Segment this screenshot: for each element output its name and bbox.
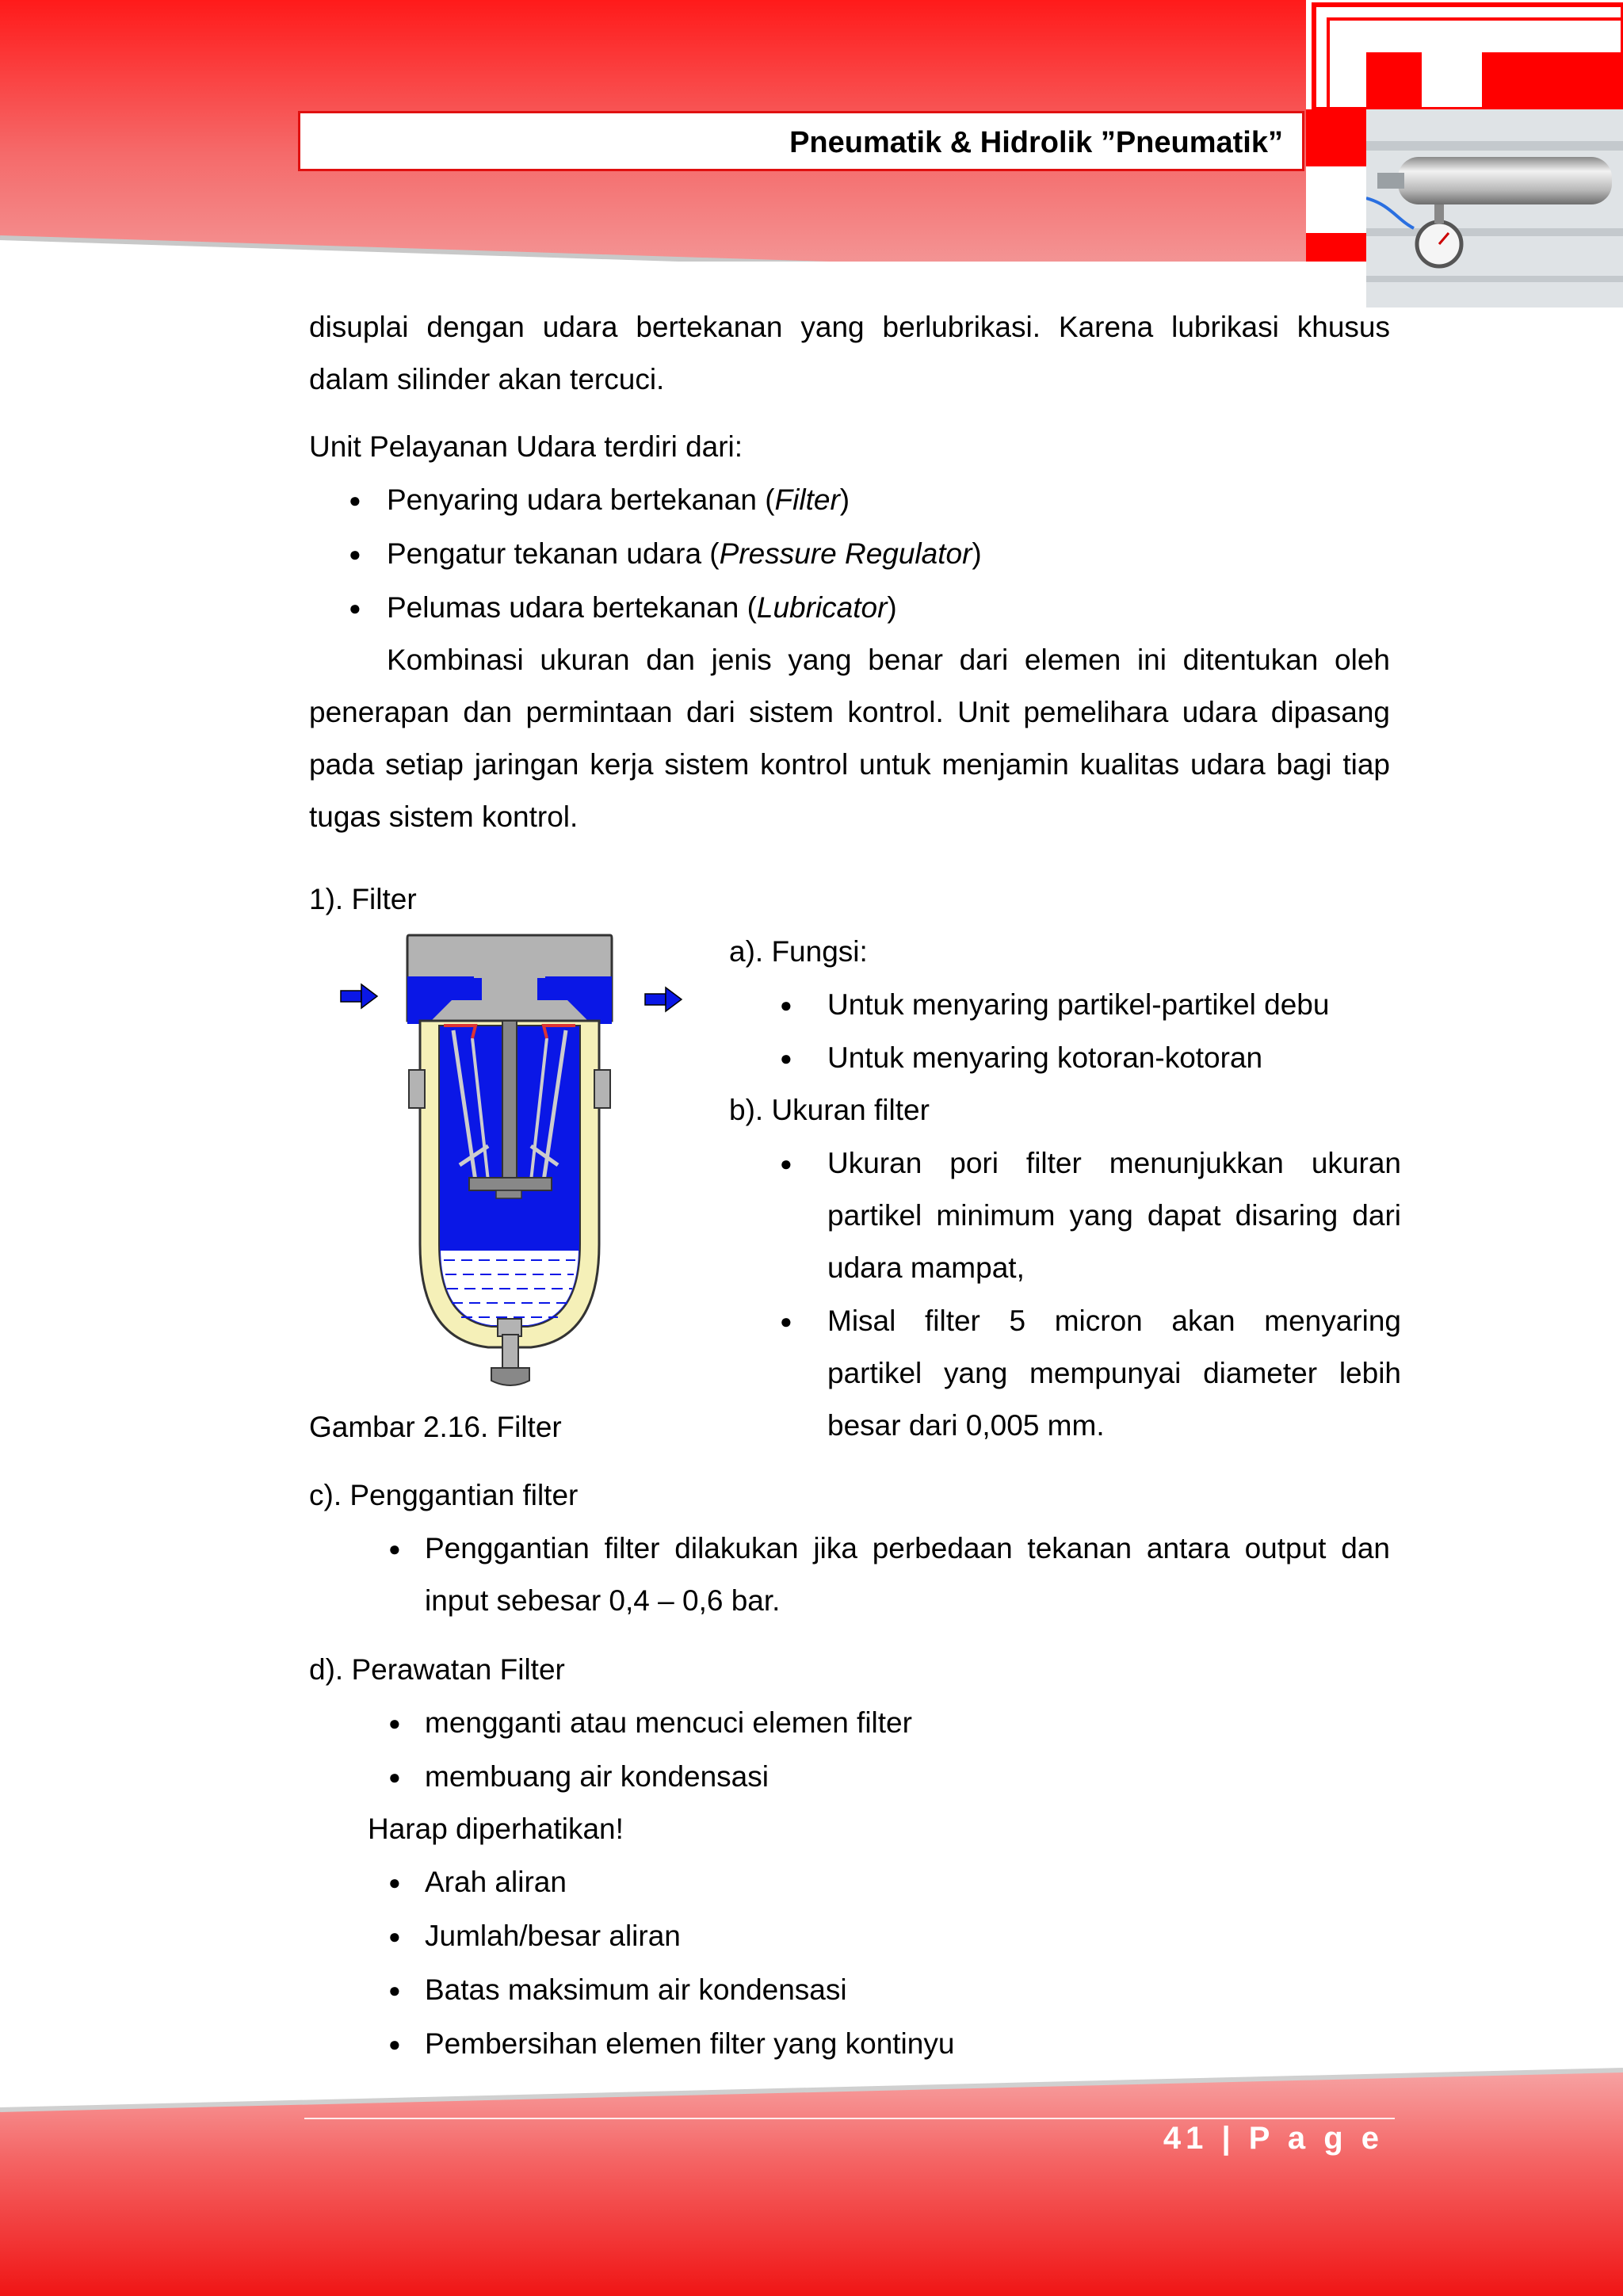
list-item (387, 582, 897, 634)
list-item-text: Pengatur tekanan udara ( (387, 537, 720, 570)
list-item-line: partikel minimum yang dapat disaring dari (827, 1199, 1401, 1232)
section-b-label: b). Ukuran filter (729, 1094, 930, 1126)
paragraph-line: penerapan dan permintaan dari sistem kontrol. Unit pemelihara udara dipasang (309, 696, 1390, 728)
list-item-close: ) (887, 591, 897, 624)
list-item: Pembersihan elemen filter yang kontinyu (425, 2027, 955, 2060)
list-item-close: ) (839, 483, 850, 516)
header-title-box (298, 111, 1304, 171)
bullet-dot: ● (388, 2032, 401, 2056)
section-d-label: d). Perawatan Filter (309, 1653, 565, 1686)
section-c-label: c). Penggantian filter (309, 1479, 579, 1511)
list-item-term: Lubricator (756, 591, 888, 624)
list-item-line: udara mampat, (827, 1251, 1025, 1284)
bullet-dot: ● (780, 1152, 792, 1175)
list-item: Untuk menyaring kotoran-kotoran (827, 1041, 1263, 1074)
bullet-dot: ● (780, 993, 792, 1017)
intro-line-1: disuplai dengan udara bertekanan yang berlubrikasi. Karena lubrikasi khusus (309, 311, 1390, 343)
page-header-title: Pneumatik & Hidrolik ”Pneumatik” (789, 126, 1283, 159)
intro-line-2: dalam silinder akan tercuci. (309, 363, 665, 395)
filter-heading: 1). Filter (309, 883, 417, 915)
list-item: Batas maksimum air kondensasi (425, 1973, 847, 2006)
list-item-line: partikel yang mempunyai diameter lebih (827, 1357, 1401, 1389)
list-item-term: Filter (774, 483, 840, 516)
list-item-line: Ukuran pori filter menunjukkan ukuran (827, 1147, 1401, 1179)
list-item (387, 528, 982, 580)
list-item: membuang air kondensasi (425, 1760, 769, 1793)
list-item-line: besar dari 0,005 mm. (827, 1409, 1105, 1442)
paragraph-line: Kombinasi ukuran dan jenis yang benar dari elemen ini ditentukan oleh (387, 644, 1390, 676)
list-item: mengganti atau mencuci elemen filter (425, 1706, 912, 1739)
list-item-text: Pelumas udara bertekanan ( (387, 591, 757, 624)
list-item-line: Misal filter 5 micron akan menyaring (827, 1305, 1401, 1337)
list-item-line: input sebesar 0,4 – 0,6 bar. (425, 1584, 781, 1617)
list-item (387, 474, 850, 526)
bullet-dot: ● (388, 1870, 401, 1894)
bullet-dot: ● (349, 596, 361, 620)
bullet-dot: ● (780, 1046, 792, 1070)
header-photo (1366, 109, 1623, 308)
list-item: Untuk menyaring partikel-partikel debu (827, 988, 1330, 1021)
figure-caption: Gambar 2.16. Filter (309, 1411, 562, 1443)
bullet-dot: ● (388, 1537, 401, 1561)
bullet-dot: ● (388, 1765, 401, 1789)
list-item-term: Pressure Regulator (719, 537, 972, 570)
paragraph-line: pada setiap jaringan kerja sistem kontrol untuk menjamin kualitas udara bagi tiap (309, 748, 1390, 781)
outlet-arrow-icon (645, 988, 682, 1011)
bullet-dot: ● (388, 1711, 401, 1735)
list-item: Arah aliran (425, 1866, 567, 1898)
list-item-text: Penyaring udara bertekanan ( (387, 483, 775, 516)
bullet-dot: ● (780, 1309, 792, 1333)
filter-diagram (333, 927, 697, 1395)
section-a-label: a). Fungsi: (729, 935, 868, 968)
list-item-close: ) (972, 537, 982, 570)
list-item-line: Penggantian filter dilakukan jika perbedaan tekanan antara output dan (425, 1532, 1390, 1564)
note-heading: Harap diperhatikan! (368, 1813, 624, 1845)
footer-rule (304, 2118, 1395, 2119)
bullet-dot: ● (349, 542, 361, 566)
page-number: 41 | P a g e (1163, 2121, 1384, 2156)
bullet-dot: ● (388, 1978, 401, 2002)
bullet-dot: ● (349, 488, 361, 512)
inlet-arrow-icon (341, 984, 377, 1008)
bullet-dot: ● (388, 1924, 401, 1948)
units-heading: Unit Pelayanan Udara terdiri dari: (309, 430, 743, 463)
footer-band (0, 2061, 1623, 2296)
paragraph-line: tugas sistem kontrol. (309, 800, 579, 833)
list-item: Jumlah/besar aliran (425, 1920, 681, 1952)
